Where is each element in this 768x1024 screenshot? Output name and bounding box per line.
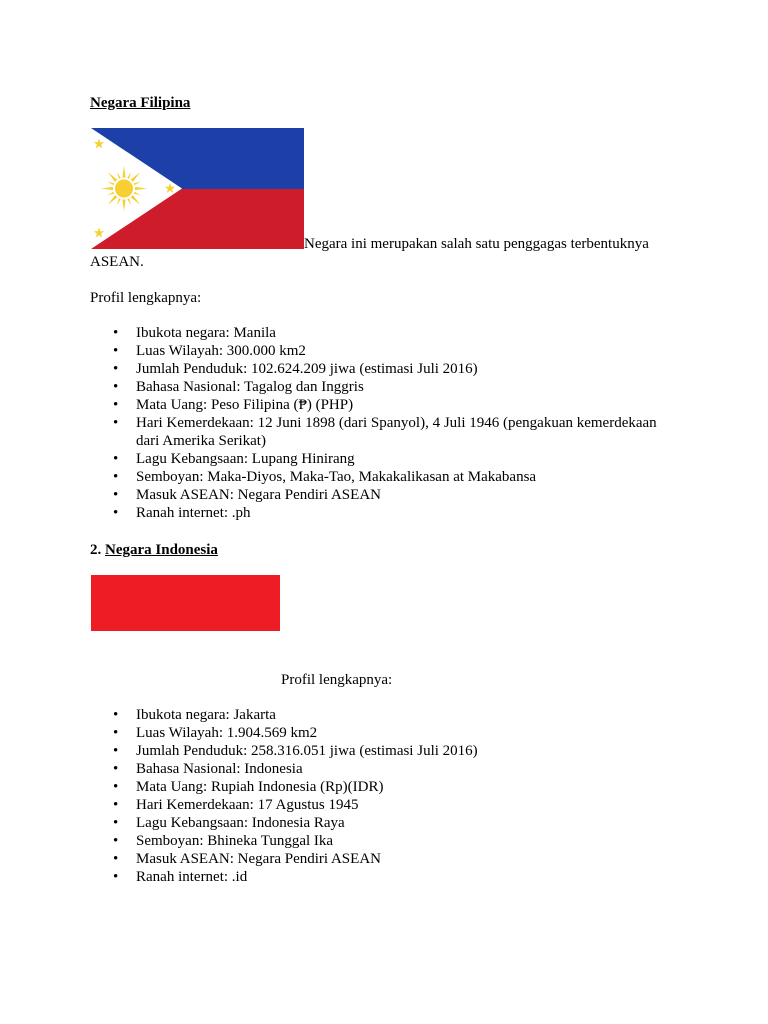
list-item: • Ranah internet: .id [113,869,248,885]
intro-line-2: ASEAN. [90,254,144,270]
list-item: • Lagu Kebangsaan: Lupang Hinirang [113,451,355,467]
bullet-icon: • [113,469,119,485]
bullet-icon: • [113,833,119,849]
bullet-icon: • [113,815,119,831]
profile-label-indonesia: Profil lengkapnya: [281,672,393,688]
list-item: • Masuk ASEAN: Negara Pendiri ASEAN [113,851,381,867]
bullet-icon: • [113,761,119,777]
list-item: • Ranah internet: .ph [113,505,251,521]
profile-list-indonesia [113,706,673,886]
profile-list-filipina [113,324,673,522]
list-item: • Ibukota negara: Manila [113,325,276,341]
bullet-icon: • [113,797,119,813]
list-item: • Bahasa Nasional: Tagalog dan Inggris [113,379,364,395]
heading-indonesia-number: 2. [90,542,102,558]
bullet-icon: • [113,343,119,359]
flag-red-band [91,575,280,631]
bullet-icon: • [113,379,119,395]
profile-label-filipina: Profil lengkapnya: [90,290,202,306]
list-item: • Hari Kemerdekaan: 12 Juni 1898 (dari Spanyol), 4 Juli 1946 (pengakuan kemerdekaan dari Amerika Serikat) [113,415,657,449]
list-item: • Jumlah Penduduk: 102.624.209 jiwa (estimasi Juli 2016) [113,361,478,377]
list-item: • Bahasa Nasional: Indonesia [113,761,303,777]
bullet-icon: • [113,361,119,377]
intro-line-1: Negara ini merupakan salah satu penggagas terbentuknya [304,236,649,252]
list-item: • Lagu Kebangsaan: Indonesia Raya [113,815,345,831]
list-item: • Luas Wilayah: 1.904.569 km2 [113,725,318,741]
indonesia-flag [91,575,280,631]
bullet-icon: • [113,707,119,723]
heading-indonesia [90,541,218,559]
bullet-icon: • [113,779,119,795]
heading-filipina-text: Negara Filipina [90,95,191,111]
list-item: • Semboyan: Maka-Diyos, Maka-Tao, Makakalikasan at Makabansa [113,469,537,485]
bullet-icon: • [113,451,119,467]
bullet-icon: • [113,505,119,521]
bullet-icon: • [113,851,119,867]
bullet-icon: • [113,487,119,503]
list-item: • Mata Uang: Peso Filipina (₱) (PHP) [113,397,354,413]
bullet-icon: • [113,725,119,741]
list-item: • Hari Kemerdekaan: 17 Agustus 1945 [113,797,359,813]
bullet-icon: • [113,325,119,341]
philippines-flag [91,128,304,249]
list-item: • Jumlah Penduduk: 258.316.051 jiwa (estimasi Juli 2016) [113,743,478,759]
list-item: • Ibukota negara: Jakarta [113,707,276,723]
list-item: • Mata Uang: Rupiah Indonesia (Rp)(IDR) [113,779,384,795]
heading-filipina [90,94,190,112]
list-item: • Semboyan: Bhineka Tunggal Ika [113,833,334,849]
bullet-icon: • [113,415,119,431]
list-item: • Masuk ASEAN: Negara Pendiri ASEAN [113,487,381,503]
list-item: • Luas Wilayah: 300.000 km2 [113,343,306,359]
heading-indonesia-text: Negara Indonesia [105,542,218,558]
bullet-icon: • [113,743,119,759]
bullet-icon: • [113,869,119,885]
bullet-icon: • [113,397,119,413]
